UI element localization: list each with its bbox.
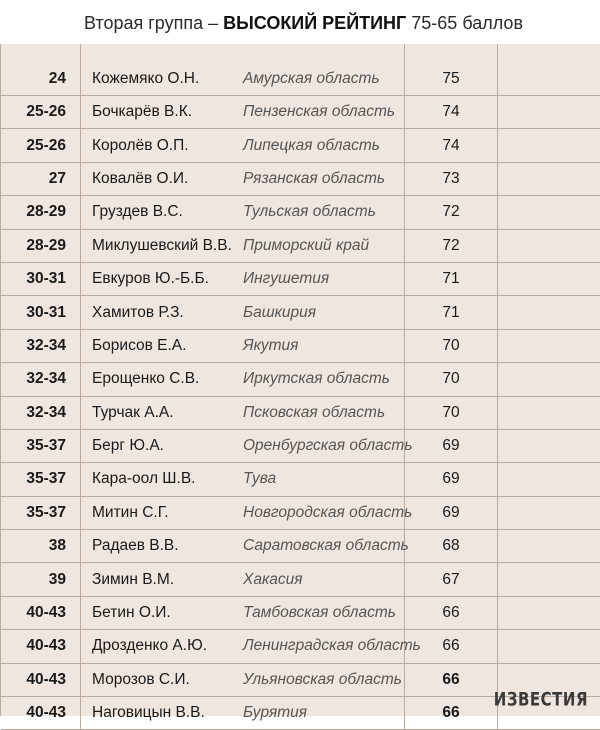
rank-cell: 40-43	[1, 630, 81, 662]
table-row	[1, 230, 600, 263]
name-cell: Бетин О.И.	[92, 604, 171, 622]
score-cell: 66	[442, 637, 460, 655]
name-cell: Евкуров Ю.-Б.Б.	[92, 270, 209, 288]
table-row	[1, 530, 600, 563]
name-cell: Миклушевский В.В.	[92, 236, 232, 254]
header-title-bold: ВЫСОКИЙ РЕЙТИНГ	[223, 13, 407, 33]
empty-cell	[497, 196, 600, 228]
name-cell: Королёв О.П.	[92, 136, 189, 154]
score-cell: 69	[442, 503, 460, 521]
rank-cell: 39	[1, 563, 81, 595]
table-row	[1, 463, 600, 496]
region-cell: Иркутская область	[239, 363, 405, 395]
score-cell: 74	[442, 103, 460, 121]
table-row	[1, 163, 600, 196]
rank-cell: 35-37	[1, 430, 81, 462]
region-cell: Тамбовская область	[239, 597, 405, 629]
empty-cell	[497, 163, 600, 195]
region-cell: Саратовская область	[239, 530, 405, 562]
region-cell: Ульяновская область	[239, 664, 405, 696]
rank-cell: 38	[1, 530, 81, 562]
region-cell: Оренбургская область	[239, 430, 405, 462]
score-cell: 74	[442, 136, 460, 154]
rank-cell: 35-37	[1, 497, 81, 529]
name-cell: Ерощенко С.В.	[92, 370, 200, 388]
region-cell: Липецкая область	[239, 129, 405, 161]
rank-cell: 30-31	[1, 296, 81, 328]
empty-cell	[497, 363, 600, 395]
name-cell: Хамитов Р.З.	[92, 303, 184, 321]
table-header	[0, 0, 600, 45]
region-cell: Приморский край	[239, 230, 405, 262]
table-row	[1, 263, 600, 296]
table-row	[1, 44, 600, 96]
name-cell: Митин С.Г.	[92, 503, 169, 521]
table-row	[1, 330, 600, 363]
score-cell: 69	[442, 470, 460, 488]
empty-cell	[497, 597, 600, 629]
score-cell: 72	[442, 203, 460, 221]
name-cell: Дрозденко А.Ю.	[92, 637, 208, 655]
score-cell: 66	[442, 604, 460, 622]
empty-cell	[497, 129, 600, 161]
region-cell: Новгородская область	[239, 497, 405, 529]
empty-cell	[497, 330, 600, 362]
score-cell: 67	[442, 570, 460, 588]
score-cell: 75	[442, 69, 460, 87]
empty-cell	[497, 96, 600, 128]
header-title	[84, 12, 523, 34]
table-row	[1, 129, 600, 162]
region-cell: Ленинградская область	[239, 630, 405, 662]
rank-cell: 27	[1, 163, 81, 195]
table-row	[1, 563, 600, 596]
empty-cell	[497, 463, 600, 495]
score-cell: 71	[442, 270, 460, 288]
region-cell: Рязанская область	[239, 163, 405, 195]
empty-cell	[497, 230, 600, 262]
name-cell: Зимин В.М.	[92, 570, 175, 588]
table-row	[1, 196, 600, 229]
table-row	[1, 497, 600, 530]
table-row	[1, 430, 600, 463]
izvestia-logo: ИЗВЕСТИЯ	[493, 687, 588, 711]
rank-cell: 40-43	[1, 597, 81, 629]
region-cell: Пензенская область	[239, 96, 405, 128]
empty-cell	[497, 44, 600, 95]
name-cell: Морозов С.И.	[92, 670, 190, 688]
rank-cell: 24	[1, 44, 81, 95]
name-cell: Кара-оол Ш.В.	[92, 470, 196, 488]
rank-cell: 32-34	[1, 397, 81, 429]
name-cell: Борисов Е.А.	[92, 336, 187, 354]
score-cell: 70	[442, 370, 460, 388]
name-cell: Кожемяко О.Н.	[92, 69, 200, 87]
name-cell: Наговицын В.В.	[92, 704, 205, 722]
region-cell: Бурятия	[239, 697, 405, 729]
score-cell: 71	[442, 303, 460, 321]
header-prefix: Вторая группа –	[84, 13, 219, 33]
rank-cell: 40-43	[1, 697, 81, 729]
score-cell: 70	[442, 336, 460, 354]
empty-cell	[497, 497, 600, 529]
score-cell: 68	[442, 537, 460, 555]
region-cell: Башкирия	[239, 296, 405, 328]
empty-cell	[497, 296, 600, 328]
score-cell: 72	[442, 236, 460, 254]
table-row	[1, 630, 600, 663]
name-cell: Груздев В.С.	[92, 203, 183, 221]
empty-cell	[497, 563, 600, 595]
rank-cell: 32-34	[1, 363, 81, 395]
empty-cell	[497, 430, 600, 462]
region-cell: Псковская область	[239, 397, 405, 429]
rank-cell: 28-29	[1, 196, 81, 228]
rank-cell: 30-31	[1, 263, 81, 295]
name-cell: Турчак А.А.	[92, 403, 174, 421]
region-cell: Хакасия	[239, 563, 405, 595]
name-cell: Радаев В.В.	[92, 537, 179, 555]
rank-cell: 35-37	[1, 463, 81, 495]
table-row	[1, 597, 600, 630]
table-row	[1, 397, 600, 430]
score-cell: 70	[442, 403, 460, 421]
score-cell: 73	[442, 169, 460, 187]
empty-cell	[497, 630, 600, 662]
region-cell: Тува	[239, 463, 405, 495]
table-row	[1, 96, 600, 129]
region-cell: Якутия	[239, 330, 405, 362]
empty-cell	[497, 530, 600, 562]
score-cell: 66	[442, 704, 460, 722]
score-cell: 69	[442, 437, 460, 455]
name-cell: Бочкарёв В.К.	[92, 103, 193, 121]
table-row	[1, 363, 600, 396]
name-cell: Берг Ю.А.	[92, 437, 164, 455]
empty-cell	[497, 397, 600, 429]
region-cell: Тульская область	[239, 196, 405, 228]
region-cell: Амурская область	[239, 44, 405, 95]
rank-cell: 28-29	[1, 230, 81, 262]
name-cell: Ковалёв О.И.	[92, 169, 189, 187]
rank-cell: 40-43	[1, 664, 81, 696]
header-range: 75-65 баллов	[411, 13, 524, 33]
rank-cell: 25-26	[1, 129, 81, 161]
rating-table	[0, 44, 600, 722]
rank-cell: 25-26	[1, 96, 81, 128]
table-row	[1, 296, 600, 329]
score-cell: 66	[442, 670, 460, 688]
rank-cell: 32-34	[1, 330, 81, 362]
empty-cell	[497, 263, 600, 295]
region-cell: Ингушетия	[239, 263, 405, 295]
